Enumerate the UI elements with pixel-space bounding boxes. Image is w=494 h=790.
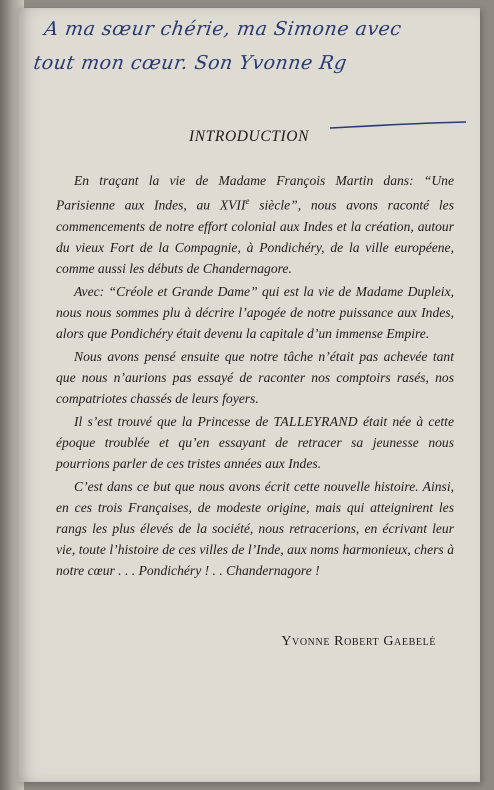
- paragraph-4-text-b: était née à cette époque troublée et qu’en essayant de retracer sa jeunesse nous pourrions parler de ces tristes années aux Indes.: [56, 413, 454, 471]
- century-numeral: XVII: [219, 197, 246, 213]
- paragraph-1: [56, 170, 454, 279]
- book-page: [18, 8, 480, 782]
- paragraph-3: Nous avons pensé ensuite que notre tâche n’était pas achevée tant que nous n’aurions pas essayé de raconter nos comptoirs rasés, nos compatriotes chassés de leurs foyers.: [56, 348, 454, 406]
- paragraph-4: [56, 411, 454, 474]
- paragraph-4-text-a: Il s’est trouvé que la Princesse de: [74, 413, 274, 429]
- handwritten-dedication: [28, 18, 476, 76]
- author-signature: Yvonne Robert Gaebelé: [281, 634, 436, 649]
- dedication-line-1: A ma sœur chérie, ma Simone avec: [42, 18, 404, 40]
- princess-name: TALLEYRAND: [273, 413, 358, 429]
- chapter-title: INTRODUCTION: [188, 128, 310, 145]
- paragraph-1-text-b: siècle”, nous avons raconté les commencements de notre effort colonial aux Indes et la création, autour du vieux Fort de la Compagnie, à Pondichéry, de la ville européene, comme aussi les débuts de Chandernagore.: [56, 197, 454, 276]
- century-superscript: e: [245, 196, 250, 206]
- introduction-text: [56, 170, 454, 581]
- paragraph-2: Avec: “Créole et Grande Dame” qui est la vie de Madame Dupleix, nous nous sommes plu à décrire l’apogée de notre puissance aux Indes, alors que Pondichéry était devenu la capitale d’un immense Empire.: [56, 283, 454, 341]
- dedication-line-2: tout mon cœur. Son Yvonne Rg: [32, 51, 349, 74]
- paragraph-5: C’est dans ce but que nous avons écrit cette nouvelle histoire. Ainsi, en ces trois Françaises, de modeste origine, mais qui atteignirent les rangs les plus élevés de la société, nous retracerions, en écrivant leur vie, toute l’histoire de ces villes de l’Inde, aux noms harmonieux, chers à notre cœur . . . Pondichéry ! . . Chandernagore !: [56, 478, 454, 578]
- paragraph-1-text-a: En traçant la vie de Madame François Martin dans: “Une Parisienne aux Indes, au: [56, 173, 454, 213]
